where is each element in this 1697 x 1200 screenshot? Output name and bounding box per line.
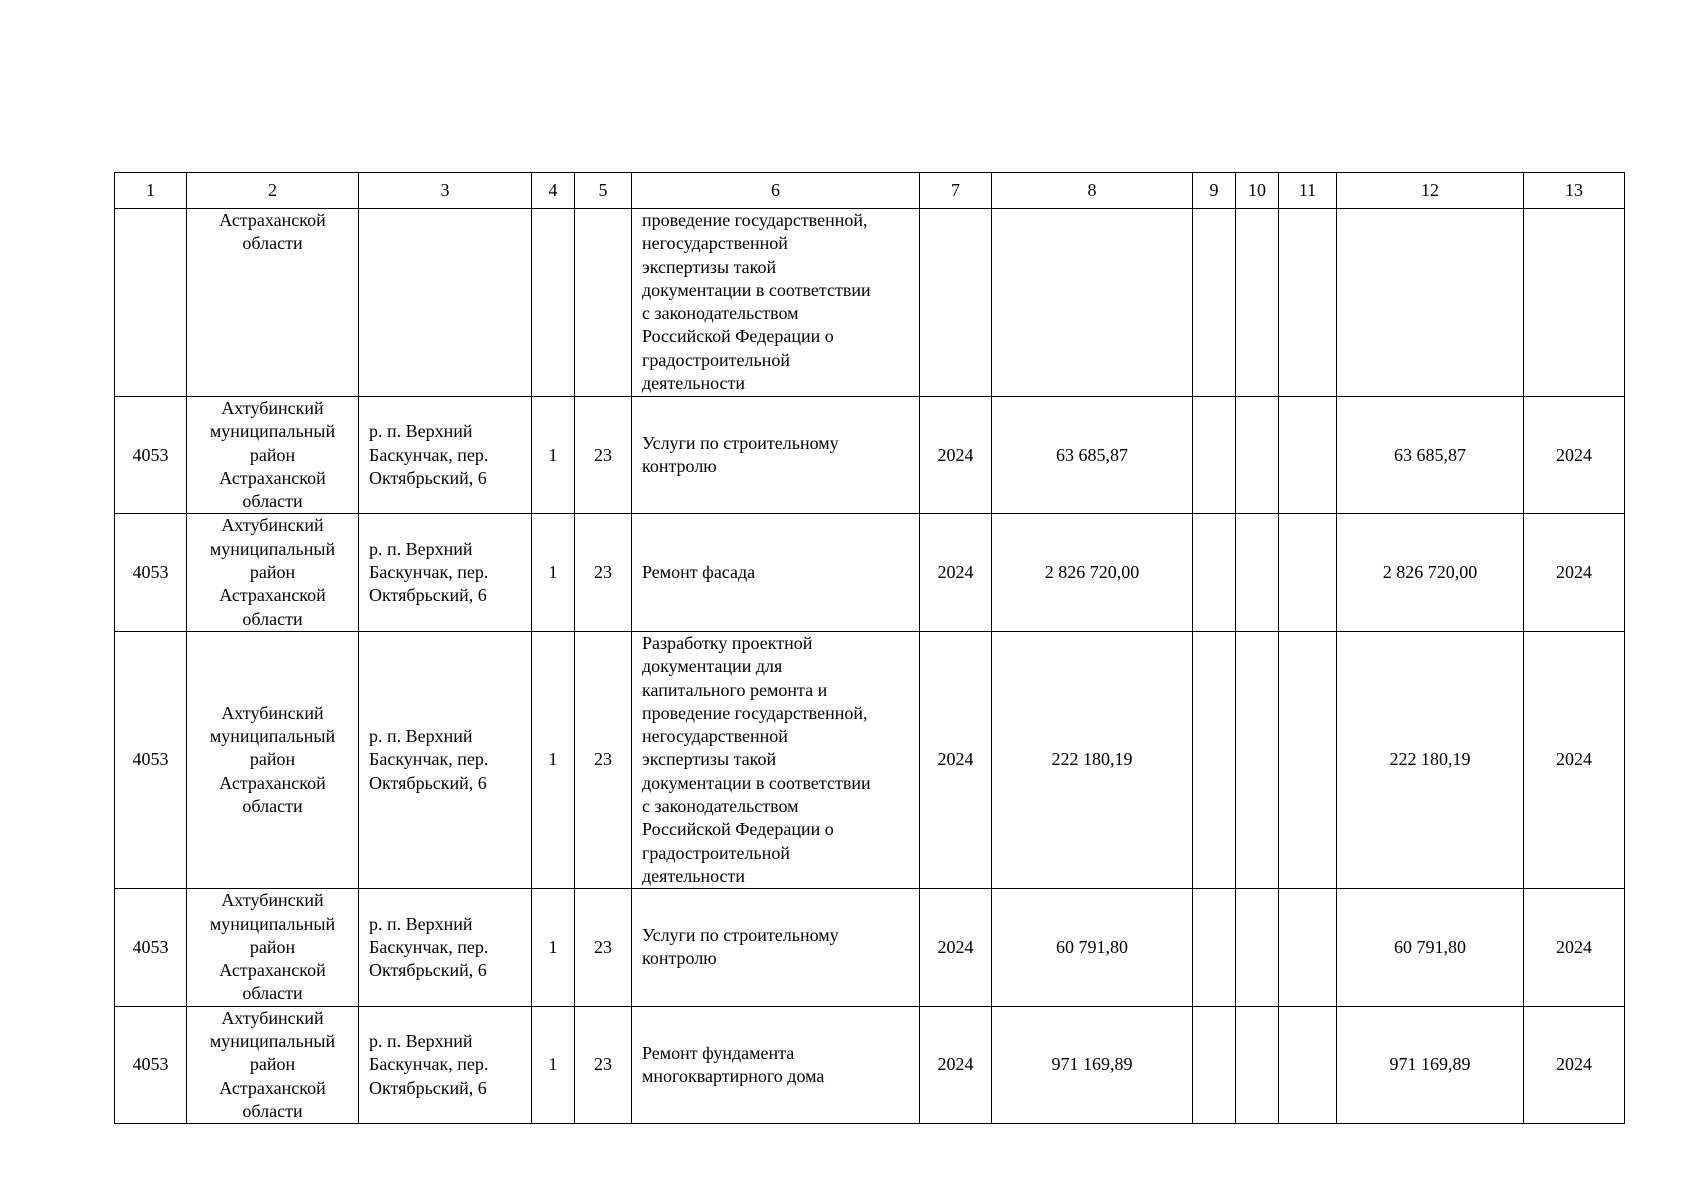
table-cell (1193, 631, 1236, 888)
address-cell: р. п. Верхний Баскунчак, пер. Октябрьский, 6 (359, 889, 532, 1006)
code-cell: 4053 (115, 1006, 187, 1123)
year-cell: 2024 (920, 1006, 992, 1123)
table-row (115, 397, 1625, 514)
year-cell: 2024 (1524, 631, 1625, 888)
address-cell: р. п. Верхний Баскунчак, пер. Октябрьский, 6 (359, 631, 532, 888)
table-cell (1279, 397, 1337, 514)
year-cell: 2024 (1524, 514, 1625, 631)
address-cell: р. п. Верхний Баскунчак, пер. Октябрьский, 6 (359, 397, 532, 514)
number-cell: 1 (532, 889, 575, 1006)
table-row (115, 631, 1625, 888)
year-cell: 2024 (920, 889, 992, 1006)
municipality-cell: Ахтубинский муниципальный район Астраханской области (187, 397, 359, 514)
municipality-cell: Ахтубинский муниципальный район Астраханской области (187, 631, 359, 888)
address-cell: р. п. Верхний Баскунчак, пер. Октябрьский, 6 (359, 1006, 532, 1123)
work-type-cell: Ремонт фундамента многоквартирного дома (632, 1006, 920, 1123)
table-cell (1279, 631, 1337, 888)
header-cell: 8 (992, 173, 1193, 209)
number-cell: 1 (532, 514, 575, 631)
number-cell: 23 (575, 631, 632, 888)
table-cell (1279, 209, 1337, 397)
amount-cell: 60 791,80 (1337, 889, 1524, 1006)
header-cell: 2 (187, 173, 359, 209)
header-cell: 10 (1236, 173, 1279, 209)
year-cell: 2024 (1524, 889, 1625, 1006)
amount-cell: 222 180,19 (1337, 631, 1524, 888)
header-cell: 9 (1193, 173, 1236, 209)
code-cell: 4053 (115, 514, 187, 631)
amount-cell: 971 169,89 (992, 1006, 1193, 1123)
municipality-cell: Ахтубинский муниципальный район Астраханской области (187, 514, 359, 631)
table-cell (1279, 1006, 1337, 1123)
address-cell: р. п. Верхний Баскунчак, пер. Октябрьский, 6 (359, 514, 532, 631)
municipality-cell: Ахтубинский муниципальный район Астраханской области (187, 1006, 359, 1123)
work-type-cell: Разработку проектной документации для капитального ремонта и проведение государственной, негосударственной экспертизы такой документации в соответствии с законодательством Российской Федерации о градостроительной деятельности (632, 631, 920, 888)
municipality-cell: Астраханской области (187, 209, 359, 397)
table-cell (1236, 209, 1279, 397)
year-cell: 2024 (920, 397, 992, 514)
number-cell: 23 (575, 397, 632, 514)
table-cell (1193, 1006, 1236, 1123)
table-cell (1193, 514, 1236, 631)
table-cell (1236, 889, 1279, 1006)
header-row (115, 173, 1625, 209)
work-type-cell: Услуги по строительному контролю (632, 397, 920, 514)
table-cell (1193, 889, 1236, 1006)
header-cell: 3 (359, 173, 532, 209)
header-cell: 4 (532, 173, 575, 209)
table-cell (1236, 397, 1279, 514)
table-cell (359, 209, 532, 397)
header-cell: 6 (632, 173, 920, 209)
work-type-cell: проведение государственной, негосударственной экспертизы такой документации в соответствии с законодательством Российской Федерации о градостроительной деятельности (632, 209, 920, 397)
amount-cell: 2 826 720,00 (1337, 514, 1524, 631)
table-cell (1236, 514, 1279, 631)
amount-cell: 971 169,89 (1337, 1006, 1524, 1123)
code-cell: 4053 (115, 397, 187, 514)
table-cell (1236, 631, 1279, 888)
year-cell: 2024 (920, 514, 992, 631)
continuation-row (115, 209, 1625, 397)
work-type-cell: Услуги по строительному контролю (632, 889, 920, 1006)
header-cell: 12 (1337, 173, 1524, 209)
table-cell (575, 209, 632, 397)
amount-cell: 222 180,19 (992, 631, 1193, 888)
amount-cell: 63 685,87 (1337, 397, 1524, 514)
number-cell: 23 (575, 889, 632, 1006)
header-cell: 11 (1279, 173, 1337, 209)
number-cell: 1 (532, 397, 575, 514)
table-cell (1524, 209, 1625, 397)
amount-cell: 2 826 720,00 (992, 514, 1193, 631)
number-cell: 23 (575, 514, 632, 631)
capital-repair-table (114, 172, 1625, 1124)
number-cell: 23 (575, 1006, 632, 1123)
table-cell (532, 209, 575, 397)
header-cell: 1 (115, 173, 187, 209)
header-cell: 5 (575, 173, 632, 209)
table-cell (1193, 397, 1236, 514)
table-cell (1337, 209, 1524, 397)
number-cell: 1 (532, 1006, 575, 1123)
municipality-cell: Ахтубинский муниципальный район Астраханской области (187, 889, 359, 1006)
table-row (115, 1006, 1625, 1123)
work-type-cell: Ремонт фасада (632, 514, 920, 631)
table-cell (992, 209, 1193, 397)
table-cell (1279, 889, 1337, 1006)
header-cell: 13 (1524, 173, 1625, 209)
table-row (115, 514, 1625, 631)
year-cell: 2024 (1524, 1006, 1625, 1123)
header-cell: 7 (920, 173, 992, 209)
table-cell (115, 209, 187, 397)
table-cell (1193, 209, 1236, 397)
amount-cell: 63 685,87 (992, 397, 1193, 514)
year-cell: 2024 (920, 631, 992, 888)
code-cell: 4053 (115, 889, 187, 1006)
table-cell (1279, 514, 1337, 631)
table-row (115, 889, 1625, 1006)
amount-cell: 60 791,80 (992, 889, 1193, 1006)
table-cell (920, 209, 992, 397)
code-cell: 4053 (115, 631, 187, 888)
number-cell: 1 (532, 631, 575, 888)
year-cell: 2024 (1524, 397, 1625, 514)
table-cell (1236, 1006, 1279, 1123)
